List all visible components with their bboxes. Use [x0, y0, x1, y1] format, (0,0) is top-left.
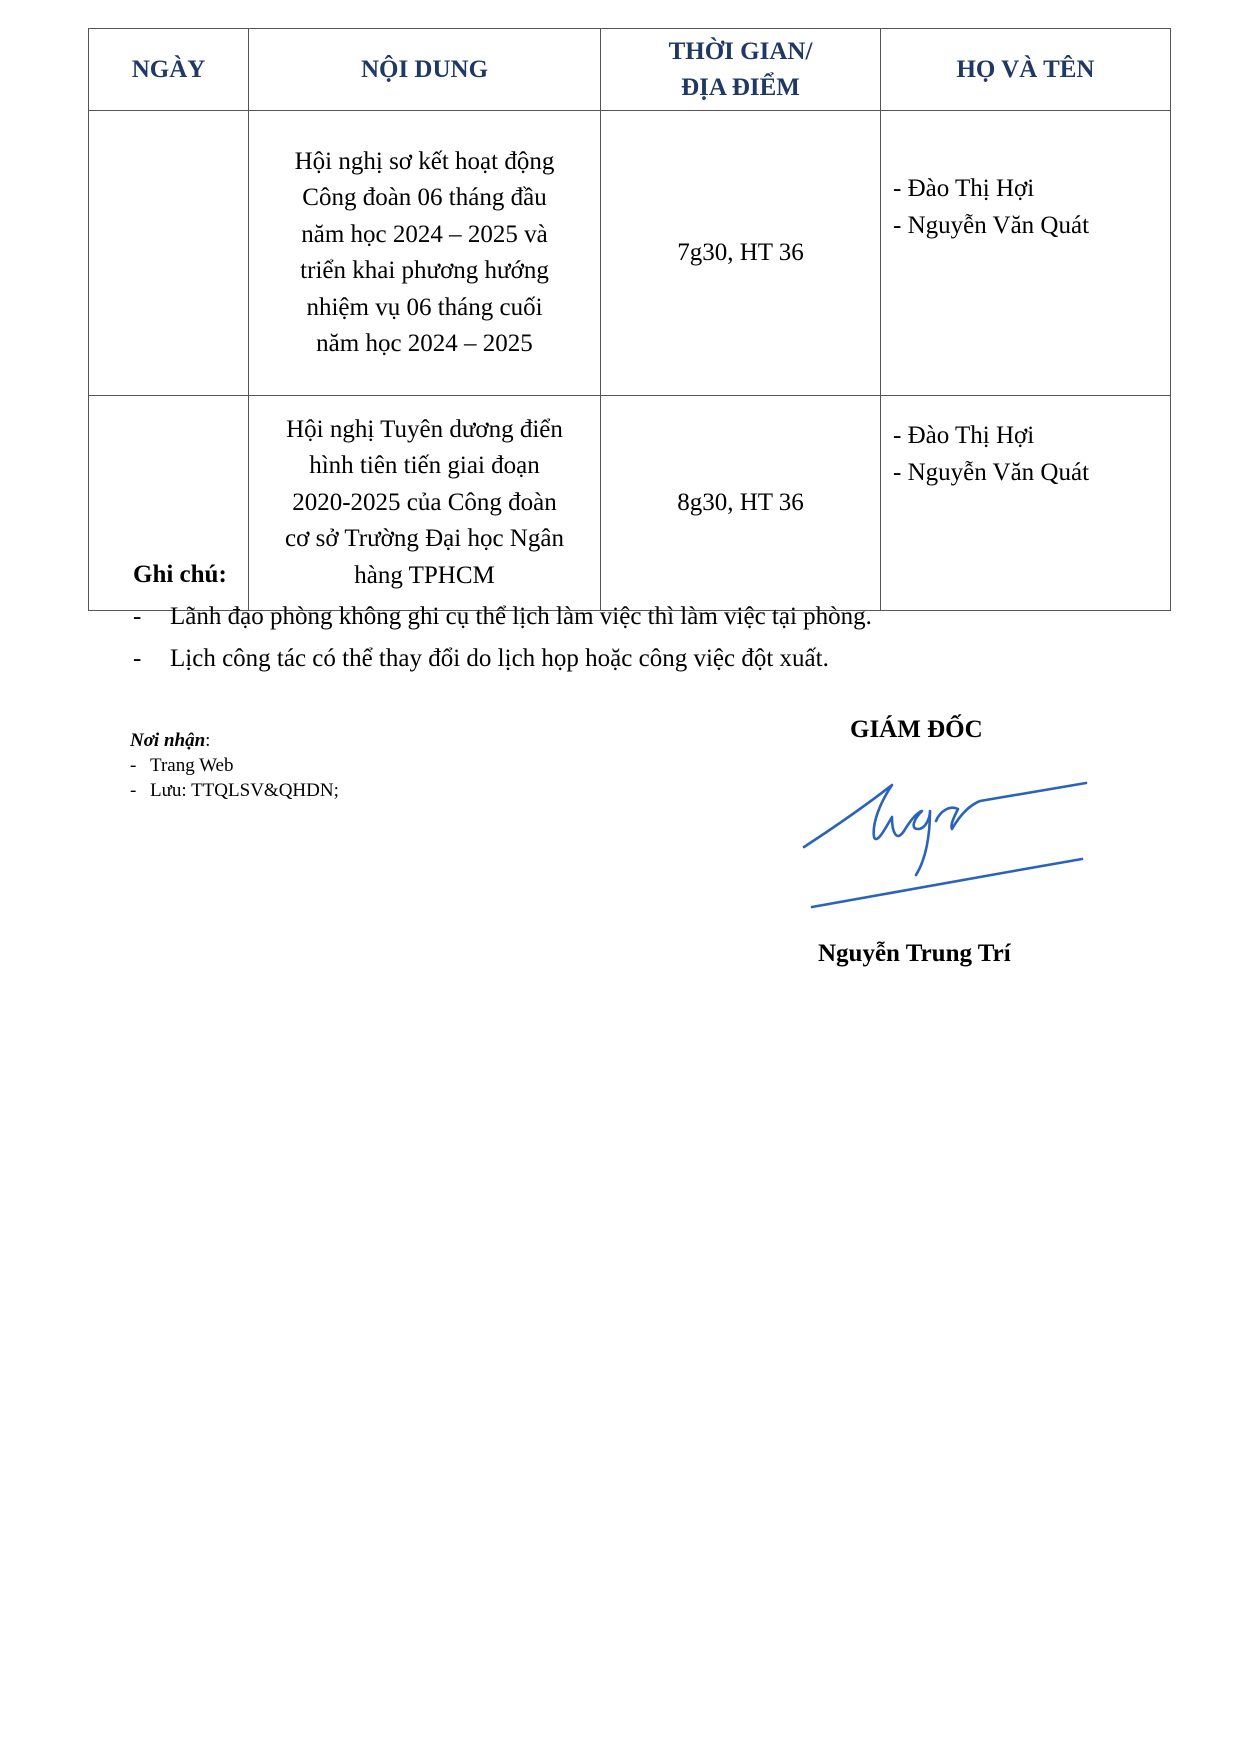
person-name: - Nguyễn Văn Quát	[893, 458, 1090, 486]
header-time-place	[601, 29, 881, 111]
people-cell	[881, 111, 1171, 396]
content-line: triển khai phương hướng	[300, 257, 549, 284]
table-header-row	[89, 29, 1171, 111]
schedule-table	[88, 28, 1171, 611]
header-time-place-line2: ĐỊA ĐIỂM	[681, 73, 800, 101]
note-item	[133, 603, 872, 631]
person-name: - Đào Thị Hợi	[893, 422, 1035, 449]
date-cell	[89, 111, 249, 396]
signature-stroke	[936, 783, 1086, 829]
note-dash: -	[133, 603, 142, 630]
content-line: năm học 2024 – 2025 và	[301, 220, 548, 248]
content-line: 2020-2025 của Công đoàn	[292, 488, 557, 516]
person-name: - Nguyễn Văn Quát	[893, 211, 1090, 239]
person-name: - Đào Thị Hợi	[893, 175, 1035, 202]
signature-stroke	[804, 785, 930, 875]
header-content: NỘI DUNG	[249, 29, 601, 111]
recipient-dash: -	[130, 780, 137, 801]
recipient-text: Trang Web	[150, 755, 234, 776]
content-line: hàng TPHCM	[354, 561, 495, 589]
handwritten-signature	[800, 775, 1100, 915]
note-text: Lịch công tác có thể thay đổi do lịch họp hoặc công việc đột xuất.	[170, 645, 829, 672]
recipient-item	[130, 780, 339, 802]
people-cell	[881, 396, 1171, 611]
note-text: Lãnh đạo phòng không ghi cụ thể lịch làm việc thì làm việc tại phòng.	[170, 603, 872, 630]
recipient-item	[130, 755, 233, 777]
content-line: Công đoàn 06 tháng đầu	[302, 184, 547, 211]
content-cell	[249, 396, 601, 611]
signer-name: Nguyễn Trung Trí	[818, 940, 1011, 967]
content-line: hình tiên tiến giai đoạn	[309, 452, 540, 480]
header-time-place-line1: THỜI GIAN/	[668, 37, 813, 65]
table-row	[89, 396, 1171, 611]
note-item	[133, 645, 829, 673]
header-date: NGÀY	[89, 29, 249, 111]
recipients-title: Nơi nhận:	[130, 730, 211, 751]
content-line: nhiệm vụ 06 tháng cuối	[306, 293, 543, 321]
notes-title: Ghi chú:	[133, 561, 227, 588]
header-names: HỌ VÀ TÊN	[881, 29, 1171, 111]
recipient-dash: -	[130, 755, 137, 776]
content-line: Hội nghị Tuyên dương điển	[286, 415, 563, 443]
recipients-label: Nơi nhận	[130, 730, 206, 751]
table-row	[89, 111, 1171, 396]
content-line: Hội nghị sơ kết hoạt động	[294, 147, 555, 175]
time-place-cell: 8g30, HT 36	[601, 396, 881, 611]
content-cell	[249, 111, 601, 396]
signature-stroke	[812, 859, 1082, 907]
content-line: năm học 2024 – 2025	[316, 330, 533, 357]
time-place-cell: 7g30, HT 36	[601, 111, 881, 396]
recipient-text: Lưu: TTQLSV&QHDN;	[150, 780, 339, 801]
signer-title: GIÁM ĐỐC	[850, 716, 983, 743]
content-line: cơ sở Trường Đại học Ngân	[285, 525, 564, 553]
note-dash: -	[133, 645, 142, 672]
